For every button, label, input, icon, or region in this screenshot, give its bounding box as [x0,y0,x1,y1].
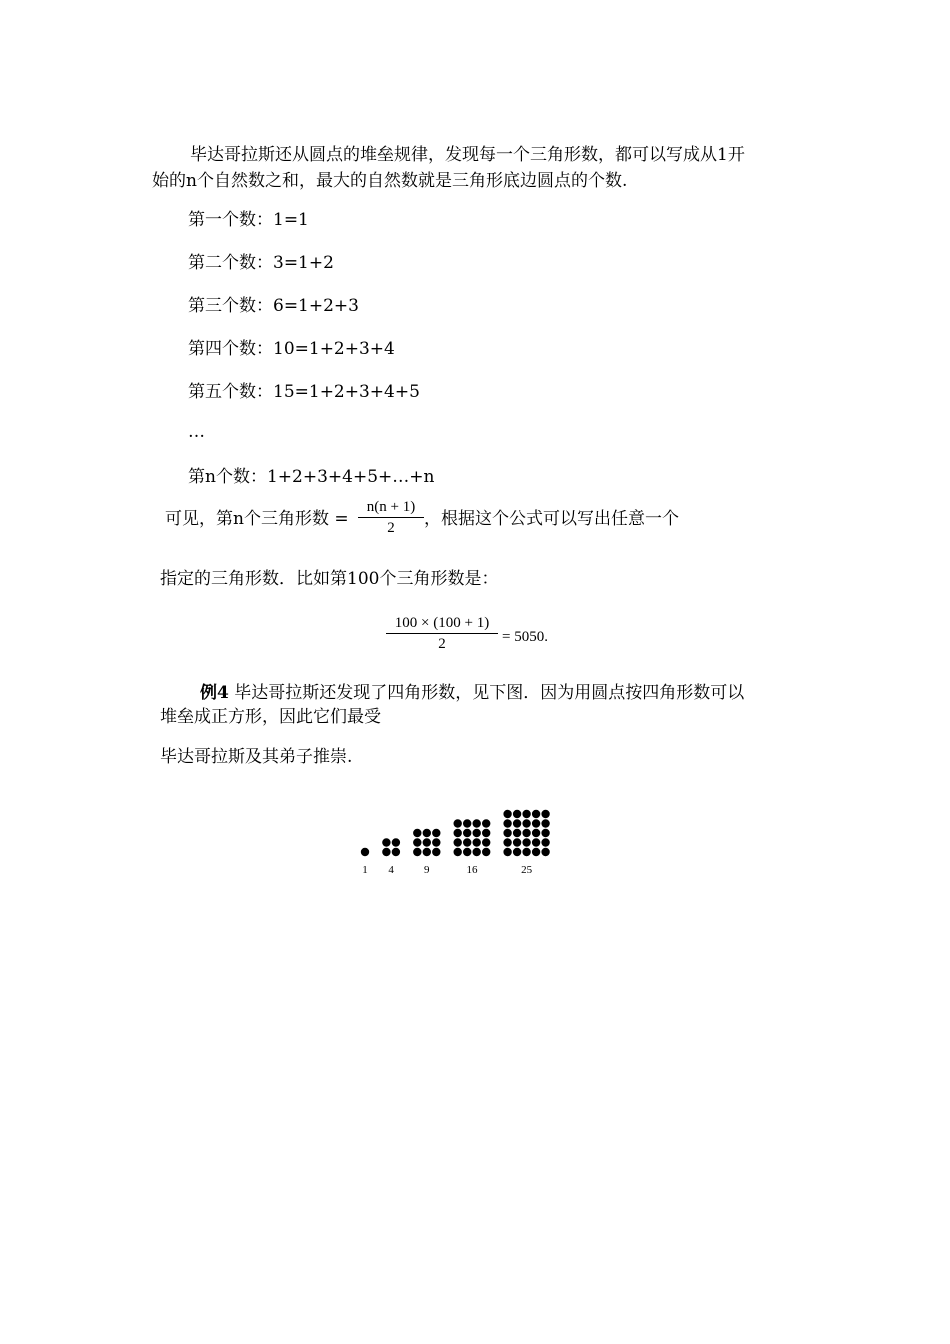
dot [463,838,471,846]
dot [513,810,521,818]
square-label: 1 [362,864,368,876]
dot [541,829,549,837]
dot [454,838,462,846]
example-line: 指定的三角形数．比如第100个三角形数是： [160,569,499,589]
formula-numerator: n(n + 1) [366,499,416,515]
list-ellipsis: … [188,422,205,442]
dot [482,819,490,827]
fraction-bar [358,517,424,518]
formula-denominator: 2 [387,520,395,536]
dot [382,838,390,846]
square-numbers-figure [355,796,615,886]
dot [413,829,421,837]
dot [423,838,431,846]
square-group-1 [361,848,369,856]
list-item: 第三个数：6=1+2+3 [188,296,359,316]
dot [463,829,471,837]
example4-text-1: 毕达哥拉斯还发现了四角形数，见下图．因为用圆点按四角形数可以 [234,683,745,703]
square-group-4 [454,819,491,856]
dot [522,829,530,837]
dot [423,829,431,837]
intro-line-2: 始的n个自然数之和，最大的自然数就是三角形底边圆点的个数. [152,171,628,191]
fraction-bar [386,633,498,634]
example4-label: 例4 [200,683,229,703]
dot [382,848,390,856]
dot [513,829,521,837]
example4-line-1 [200,682,744,704]
dot [463,848,471,856]
dot [522,819,530,827]
dot [541,810,549,818]
dot [392,838,400,846]
dot [503,829,511,837]
calc-denominator: 2 [438,636,446,652]
square-group-2 [382,838,400,856]
dot [432,848,440,856]
dot [532,810,540,818]
dot [513,838,521,846]
dot [522,848,530,856]
intro-line-1: 毕达哥拉斯还从圆点的堆垒规律，发现每一个三角形数，都可以写成从1开 [190,145,745,165]
square-group-5 [503,810,549,856]
dot [541,819,549,827]
formula-prefix: 可见，第n个三角形数 = [165,509,349,529]
calc-fraction [386,614,498,653]
dot [503,810,511,818]
dot [482,848,490,856]
list-item: 第一个数：1=1 [188,210,309,230]
dot [454,819,462,827]
dot [432,838,440,846]
list-item: 第五个数：15=1+2+3+4+5 [188,382,420,402]
dot [473,838,481,846]
list-item: 第四个数：10=1+2+3+4 [188,339,395,359]
list-item: 第n个数：1+2+3+4+5+…+n [188,467,435,487]
dot [522,838,530,846]
dot [454,829,462,837]
dot [541,838,549,846]
dot [503,819,511,827]
dot [432,829,440,837]
square-label: 4 [388,864,394,876]
dot [503,848,511,856]
square-label: 9 [424,864,430,876]
formula-suffix: ，根据这个公式可以写出任意一个 [424,509,679,529]
dot [423,848,431,856]
formula-fraction [358,498,424,537]
dot [392,848,400,856]
dot [413,848,421,856]
calc-result: = 5050. [502,629,548,645]
example4-line-2: 堆垒成正方形，因此它们最受 [160,707,381,727]
dot [473,819,481,827]
dot [532,829,540,837]
dot [413,838,421,846]
dot [532,838,540,846]
dot [463,819,471,827]
dot [513,819,521,827]
dot [473,848,481,856]
dot [482,829,490,837]
square-label: 25 [521,864,533,876]
square-group-3 [413,829,440,856]
dot [522,810,530,818]
dot [541,848,549,856]
square-label: 16 [466,864,478,876]
dot [361,848,369,856]
dot [454,848,462,856]
calc-numerator: 100 × (100 + 1) [394,615,490,631]
dot [482,838,490,846]
dot [532,819,540,827]
dot [513,848,521,856]
dot [532,848,540,856]
list-item: 第二个数：3=1+2 [188,253,334,273]
example4-line-3: 毕达哥拉斯及其弟子推崇. [160,747,353,767]
dot [473,829,481,837]
dot [503,838,511,846]
